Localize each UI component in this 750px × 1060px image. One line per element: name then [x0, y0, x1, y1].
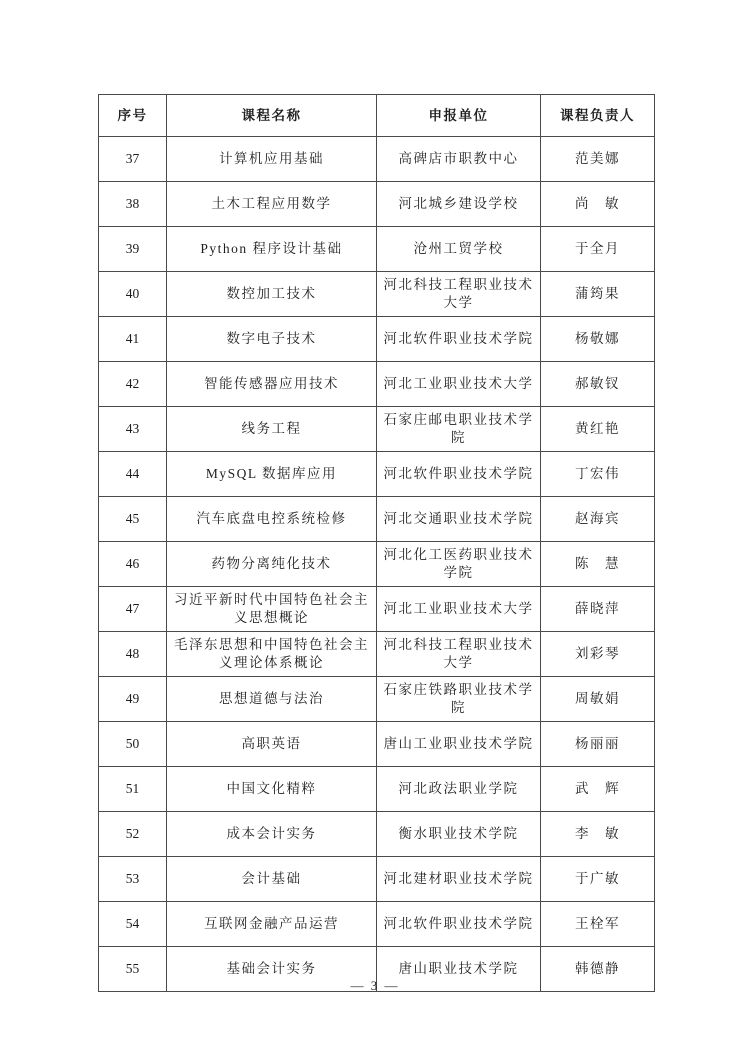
header-序号: 序号	[99, 95, 167, 137]
course-name-cell: 中国文化精粹	[167, 767, 377, 812]
leader-cell: 丁宏伟	[541, 452, 655, 497]
leader-cell: 黄红艳	[541, 407, 655, 452]
leader-cell: 杨敬娜	[541, 317, 655, 362]
table-row	[99, 497, 655, 542]
table-body	[99, 137, 655, 992]
unit-cell: 唐山职业技术学院	[377, 947, 541, 992]
course-name-cell: 基础会计实务	[167, 947, 377, 992]
unit-cell: 河北化工医药职业技术学院	[377, 542, 541, 587]
leader-cell: 韩德静	[541, 947, 655, 992]
course-name-cell: 计算机应用基础	[167, 137, 377, 182]
row-number-cell: 46	[99, 542, 167, 587]
table-row	[99, 407, 655, 452]
leader-cell: 郝敏钗	[541, 362, 655, 407]
course-approval-table	[98, 94, 655, 992]
table-row	[99, 137, 655, 182]
header-申报单位: 申报单位	[377, 95, 541, 137]
table-row	[99, 182, 655, 227]
leader-cell: 周敏娟	[541, 677, 655, 722]
course-name-cell: 会计基础	[167, 857, 377, 902]
unit-cell: 高碑店市职教中心	[377, 137, 541, 182]
row-number-cell: 42	[99, 362, 167, 407]
table-row	[99, 677, 655, 722]
unit-cell: 河北软件职业技术学院	[377, 452, 541, 497]
leader-cell: 薛晓萍	[541, 587, 655, 632]
table-row	[99, 857, 655, 902]
unit-cell: 河北政法职业学院	[377, 767, 541, 812]
unit-cell: 河北工业职业技术大学	[377, 362, 541, 407]
course-name-cell: 毛泽东思想和中国特色社会主义理论体系概论	[167, 632, 377, 677]
unit-cell: 石家庄铁路职业技术学院	[377, 677, 541, 722]
leader-cell: 范美娜	[541, 137, 655, 182]
course-name-cell: 思想道德与法治	[167, 677, 377, 722]
unit-cell: 唐山工业职业技术学院	[377, 722, 541, 767]
leader-cell: 于广敏	[541, 857, 655, 902]
row-number-cell: 41	[99, 317, 167, 362]
table-row	[99, 272, 655, 317]
table-header-row	[99, 95, 655, 137]
unit-cell: 河北城乡建设学校	[377, 182, 541, 227]
table-row	[99, 362, 655, 407]
leader-cell: 赵海宾	[541, 497, 655, 542]
table-row	[99, 227, 655, 272]
row-number-cell: 53	[99, 857, 167, 902]
table-row	[99, 812, 655, 857]
course-name-cell: 习近平新时代中国特色社会主义思想概论	[167, 587, 377, 632]
leader-cell: 王栓军	[541, 902, 655, 947]
course-name-cell: 数字电子技术	[167, 317, 377, 362]
course-name-cell: 线务工程	[167, 407, 377, 452]
course-name-cell: 药物分离纯化技术	[167, 542, 377, 587]
page-number: — 3 —	[350, 978, 400, 993]
course-name-cell: 成本会计实务	[167, 812, 377, 857]
unit-cell: 河北科技工程职业技术大学	[377, 632, 541, 677]
table-row	[99, 767, 655, 812]
unit-cell: 河北交通职业技术学院	[377, 497, 541, 542]
unit-cell: 河北工业职业技术大学	[377, 587, 541, 632]
course-name-cell: 高职英语	[167, 722, 377, 767]
course-name-cell: 互联网金融产品运营	[167, 902, 377, 947]
unit-cell: 河北软件职业技术学院	[377, 317, 541, 362]
table-row	[99, 317, 655, 362]
table-row	[99, 722, 655, 767]
row-number-cell: 43	[99, 407, 167, 452]
row-number-cell: 48	[99, 632, 167, 677]
row-number-cell: 55	[99, 947, 167, 992]
unit-cell: 河北建材职业技术学院	[377, 857, 541, 902]
course-name-cell: 数控加工技术	[167, 272, 377, 317]
row-number-cell: 38	[99, 182, 167, 227]
unit-cell: 石家庄邮电职业技术学院	[377, 407, 541, 452]
table-row	[99, 542, 655, 587]
unit-cell: 衡水职业技术学院	[377, 812, 541, 857]
row-number-cell: 45	[99, 497, 167, 542]
table-row	[99, 632, 655, 677]
course-name-cell: 汽车底盘电控系统检修	[167, 497, 377, 542]
leader-cell: 陈 慧	[541, 542, 655, 587]
leader-cell: 刘彩琴	[541, 632, 655, 677]
row-number-cell: 37	[99, 137, 167, 182]
row-number-cell: 51	[99, 767, 167, 812]
leader-cell: 杨丽丽	[541, 722, 655, 767]
table-row	[99, 587, 655, 632]
row-number-cell: 49	[99, 677, 167, 722]
unit-cell: 沧州工贸学校	[377, 227, 541, 272]
table-row	[99, 902, 655, 947]
row-number-cell: 39	[99, 227, 167, 272]
leader-cell: 李 敏	[541, 812, 655, 857]
unit-cell: 河北科技工程职业技术大学	[377, 272, 541, 317]
course-name-cell: 土木工程应用数学	[167, 182, 377, 227]
course-name-cell: 智能传感器应用技术	[167, 362, 377, 407]
row-number-cell: 47	[99, 587, 167, 632]
row-number-cell: 40	[99, 272, 167, 317]
header-课程名称: 课程名称	[167, 95, 377, 137]
leader-cell: 武 辉	[541, 767, 655, 812]
row-number-cell: 50	[99, 722, 167, 767]
row-number-cell: 44	[99, 452, 167, 497]
unit-cell: 河北软件职业技术学院	[377, 902, 541, 947]
course-name-cell: MySQL 数据库应用	[167, 452, 377, 497]
course-name-cell: Python 程序设计基础	[167, 227, 377, 272]
table-row	[99, 452, 655, 497]
leader-cell: 于全月	[541, 227, 655, 272]
row-number-cell: 52	[99, 812, 167, 857]
leader-cell: 尚 敏	[541, 182, 655, 227]
header-课程负责人: 课程负责人	[541, 95, 655, 137]
leader-cell: 蒲筠果	[541, 272, 655, 317]
row-number-cell: 54	[99, 902, 167, 947]
